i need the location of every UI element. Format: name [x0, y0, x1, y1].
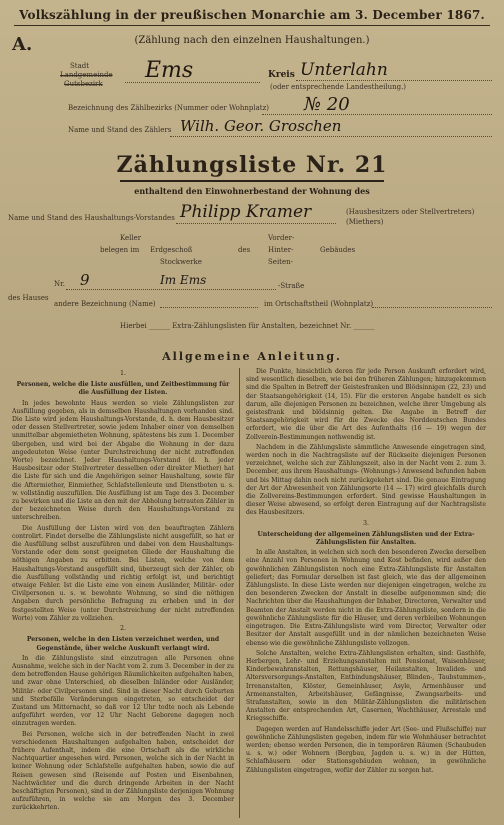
title-rule: [120, 180, 384, 182]
zaehlbezirk-label: Bezeichnung des Zählbezirks (Nummer oder Wohnplatz): [68, 104, 270, 112]
right-block-2: 3.: [363, 519, 369, 527]
right-block-5: Solche Anstalten, welche Extra-Zählungslisten erhalten, sind: Gasthöfe, Herbergen, Lehr- und Erziehungsanstalten mit Pensionat, Waisenhäuser, Kinderbewahranstalten, Rettungshäuser, Heilanstalten, Invaliden- und Altersversorgungs-Anstalten, Entbindungshäuser, Blinden-, Taubstummen-, Irrenanstalten, Klöster, Gemeinhäuser, Asyle, Armenhäuser und Armenanstalten, Arbeitshäuser, Gefängnisse, Zwangsarbeits- und Strafanstalten, sowie in den Militär-Zählungslisten die militärischen Anstalten der entsprechenden Art, Casernen, Wachthäuser, Arrestale und Kriegsschiffe.: [246, 649, 486, 723]
column-divider: [239, 368, 240, 818]
right-block-4: In alle Anstalten, in welchen sich noch den besonderen Zwecke derselben eine Anzahl von Personen in Wohnung und Kost befinden, wird außer den gewöhnlichen Zählungslisten noch eine Extra-Zählungsliste für Anstalten geliefert; das Formular derselben ist fast gleich, wie das der allgemeinen Zählungsliste. In diese Liste werden nur diejenigen eingetragen, welche zu den besonderen Zwecken der Anstalt in dieselbe aufgenommen sind; die Nachrichten über die Haushaltungen der Inhaber, Directoren, Verwalter und Beamten der Anstalt werden nicht in die Extra-Zählungsliste, sondern in die gewöhnliche Zählungsliste für die Häuser, und deren verbleiben Wohnungen eingetragen. Die Extra-Zählungsliste wird vom Director, Verwalter oder Besitzer der Anstalt ausgefüllt und in der nämlichen bezeichneten Weise ebenso wie die gewöhnliche Zählungsliste vollzogen.: [246, 549, 486, 647]
section-mark: A.: [12, 34, 33, 55]
hierbei-line: Hierbei ______ Extra-Zählungslisten für Anstalten, bezeichnet Nr. ______: [120, 322, 375, 330]
list-title: Zählungsliste Nr. 21: [116, 152, 388, 178]
left-block-0: 1.: [120, 370, 126, 377]
zaehler-value: Wilh. Geor. Groschen: [180, 117, 342, 135]
right-block-3: Unterscheidung der allgemeinen Zählungslisten und der Extra-Zählungslisten für Anstalten.: [257, 530, 475, 547]
zaehlbezirk-underline: [262, 114, 492, 115]
role-note-1: (Hausbesitzers oder Stellvertreters): [346, 208, 475, 216]
erdgeschoss-label: Erdgeschoß: [150, 246, 193, 254]
zaehler-underline: [170, 136, 492, 137]
strasse-label: -Straße: [278, 282, 305, 290]
vorstand-value: Philipp Kramer: [180, 202, 312, 222]
kreis-note: (oder entsprechende Landestheilung.): [270, 83, 407, 91]
role-note-2: (Miethers): [346, 218, 384, 226]
vorstand-underline: [176, 223, 336, 224]
nr-label: Nr.: [54, 280, 65, 288]
gutsbezirk-label: Gutsbezirk: [64, 80, 103, 88]
left-block-4: 2.: [120, 625, 126, 633]
left-block-3: Die Ausfüllung der Listen wird von den beauftragten Zählern controlirt. Findet derselbe die Zählungsliste nicht ausgefüllt, so hat er die Ausfüllung selbst auszuführen und dabei von dem Haushaltungs-Vorstande oder dem sonst geeigneten Gliede der Haushaltung die nöthigen Angaben zu erbitten. Bei Listen, welche von dem Haushaltungs-Vorstand ausgefüllt sind, überzeugt sich der Zähler, ob die Ausfüllung vollständig und richtig erfolgt ist, und berichtigt etwaige Fehler. Ist die Liste eine von einem Ausländer, Militär- oder Civilpersonen u. s. w. bewohnte Wohnung, so sind die nöthigen Angaben durch persönliche Befragung zu erheben und in der festgestellten Weise (unter Durchstreichung der nicht zutreffenden Worte) vom Zähler zu vollziehen.: [12, 524, 234, 622]
vorstand-label: Name und Stand des Haushaltungs-Vorstandes: [8, 214, 175, 222]
form-header-title: Volkszählung in der preußischen Monarchie am 3. December 1867.: [19, 8, 485, 22]
header-rule: [14, 25, 490, 26]
enthaltend-text: enthaltend den Einwohnerbestand der Wohnung des: [134, 186, 370, 196]
strasse-underline: [66, 289, 276, 290]
ortschaft-label: im Ortschaftstheil (Wohnplatz): [264, 300, 374, 308]
stadt-label: Stadt: [70, 62, 90, 70]
andere-underline: [160, 307, 258, 308]
ortschaft-underline: [372, 307, 492, 308]
zaehler-label: Name und Stand des Zählers: [68, 126, 172, 134]
des-label: des: [238, 246, 251, 254]
vorder-label: Vorder-: [268, 234, 295, 242]
strasse-value: Im Ems: [160, 273, 207, 287]
andere-label: andere Bezeichnung (Name): [54, 300, 156, 308]
keller-label: Keller: [120, 234, 142, 242]
kreis-underline: [296, 80, 492, 81]
place-underline: [125, 82, 260, 83]
instructions-right-column: [246, 368, 486, 777]
gelegen-label: belegen im: [100, 246, 140, 254]
nr-value: 9: [80, 271, 90, 289]
place-value: Ems: [145, 58, 194, 83]
kreis-value: Unterlahn: [300, 60, 388, 80]
hinter-label: Hinter-: [268, 246, 294, 254]
stockwerk-label: Stockwerke: [160, 258, 202, 266]
left-block-2: In jedes bewohnte Haus werden so viele Zählungslisten zur Ausfüllung gegeben, als in demselben Haushaltungen vorhanden sind. Die Liste wird jedem Haushaltungs-Vorstande, d. h. dem Hausbesitzer oder dessen Stellvertreter, sowie jedem Inhaber einer von demselben unmittelbar abgemietheten Wohnung, spätestens bis zum 1. December übergeben, und wird bei der Abgabe die Wohnung in der dazu angedeuteten Weise (unter Durchstreichung der nicht zutreffenden Worte) bezeichnet. Jeder Haushaltungs-Vorstand (d. h. jeder Hausbesitzer oder Stellvertreter desselben oder direkter Miether) hat die Liste für sich und die Angehörigen seiner Haushaltung, sowie für die Aftermiether, Einmiether, Schlafstellenleute und Dienstboten u. s. w. vollständig auszufüllen. Die Ausfüllung ist am Tage des 3. December zu bewirken und die Liste an den mit der Abholung betrauten Zähler in der bezeichneten Weise durch den Haushaltungs-Vorstand zu unterschreiben.: [12, 399, 234, 522]
landgemeinde-label: Landgemeinde: [60, 71, 113, 79]
right-block-1: Nachdem in die Zählungsliste sämmtliche Anwesende eingetragen sind, werden noch in die Nachtragsliste auf der Rückseite diejenigen Personen verzeichnet, welche sich zur Zählungszeit, also in der Nacht vom 2. zum 3. December, aus ihrem Haushaltungs- (Wohnungs-) Anwesend befunden haben und bis Mittag dahin noch nicht zurückgekehrt sind. Die genaue Eintragung der Art der Abwesenheit von Zählungsorte (14 — 17) wird gleichfalls durch die Zollvereins-Bestimmungen erfordert. Sind gewisse Haushaltungen in dieser Weise abwesend, so erfolgt deren Eintragung auf der Nachtragsliste des Hausbesitzers.: [246, 443, 486, 517]
instructions-title: Allgemeine Anleitung.: [162, 350, 342, 363]
right-block-0: Die Punkte, hinsichtlich deren für jede Person Auskunft erfordert wird, sind wesentlich dieselben, wie bei den früheren Zählungen; hinzugekommen sind die Spalten in Betreff der Geistesfranken und Blödsinnigen (22, 23) und der Staatsangehörigkeit (14, 15). Für die ersteren Angabe handelt es sich darum, alle diejenigen Personen zu bezeichnen, welche ihrer Umgebung als geistesfrank und blödsinnig gelten. Die Angabe in Betreff der Staatsangehörigkeit wird für die Zwecke des Norddeutschen Bundes erfordert, wie die über die Art des Aufenthalts (16 — 19) wegen der Zollverein-Bestimmungen nothwendig ist.: [246, 368, 486, 441]
left-block-5: Personen, welche in den Listen verzeichnet werden, und Gegenstände, über welche Auskunft verlangt wird.: [26, 636, 220, 652]
left-block-7: Bei Personen, welche sich in der betreffenden Nacht in zwei verschiedenen Haushaltungen aufgehalten haben, entscheidet der frühere Aufenthalt, indem die eine Ortschaft als die wirkliche Nachtquartier angesehen wird. Personen, welche sich in der Nacht in keiner Wohnung oder Schlafstelle aufgehalten haben, sowie die auf Reisen gewesen sind (Reisende auf Posten und Eisenbahnen, Nachtwächter und die durch dringende Arbeiten in der Nacht beschäftigten Personen), sind in der Zählungsliste derjenigen Wohnung aufzuführen, in welche sie am Morgen des 3. December zurückkehrten.: [12, 730, 234, 812]
seiten-label: Seiten-: [268, 258, 294, 266]
right-block-6: Dagegen werden auf Handelsschiffe jeder Art (See- und Flußschiffe) nur gewöhnliche Zählungslisten gegeben, indem für wie Wohnhäuser betrachtet werden; ebenso werden Personen, die in temporären Räumen (Schaubuden u. s. w.) oder Wohnern (Bergbau, Jagden u. s. w.) in der Hütten, Schlafhäusern oder Stationsgebäuden wohnen, in gewöhnliche Zählungslisten eingetragen, wofür der Zähler zu sorgen hat.: [246, 725, 486, 774]
left-block-1: Personen, welche die Liste ausfüllen, und Zeitbestimmung für die Ausfüllung der Listen.: [16, 381, 230, 397]
left-block-6: In die Zählungsliste sind einzutragen alle Personen ohne Ausnahme, welche sich in der Nacht vom 2. zum 3. December in der zu dem betreffenden Hause gehörigen Räumlichkeiten aufgehalten haben, und zwar ohne Unterschied, ob dieselben Inländer oder Ausländer, Militär- oder Civilpersonen sind. Sind in dieser Nacht durch Geburten und Sterbefälle Veränderungen eingetreten, so entscheidet der Zustand um Mitternacht, so daß vor 12 Uhr todte noch als Lebende aufgeführt werden, vor 12 Uhr Nacht Geborene dagegen noch einzutragen werden.: [12, 654, 234, 728]
gebaeudes-label: Gebäudes: [320, 246, 356, 254]
instructions-left-column: [12, 368, 234, 815]
zaehlbezirk-value: № 20: [304, 94, 350, 115]
kreis-label: Kreis: [268, 70, 295, 80]
hauses-label: des Hauses: [8, 294, 49, 302]
form-subtitle: (Zählung nach den einzelnen Haushaltungen.): [134, 35, 370, 46]
